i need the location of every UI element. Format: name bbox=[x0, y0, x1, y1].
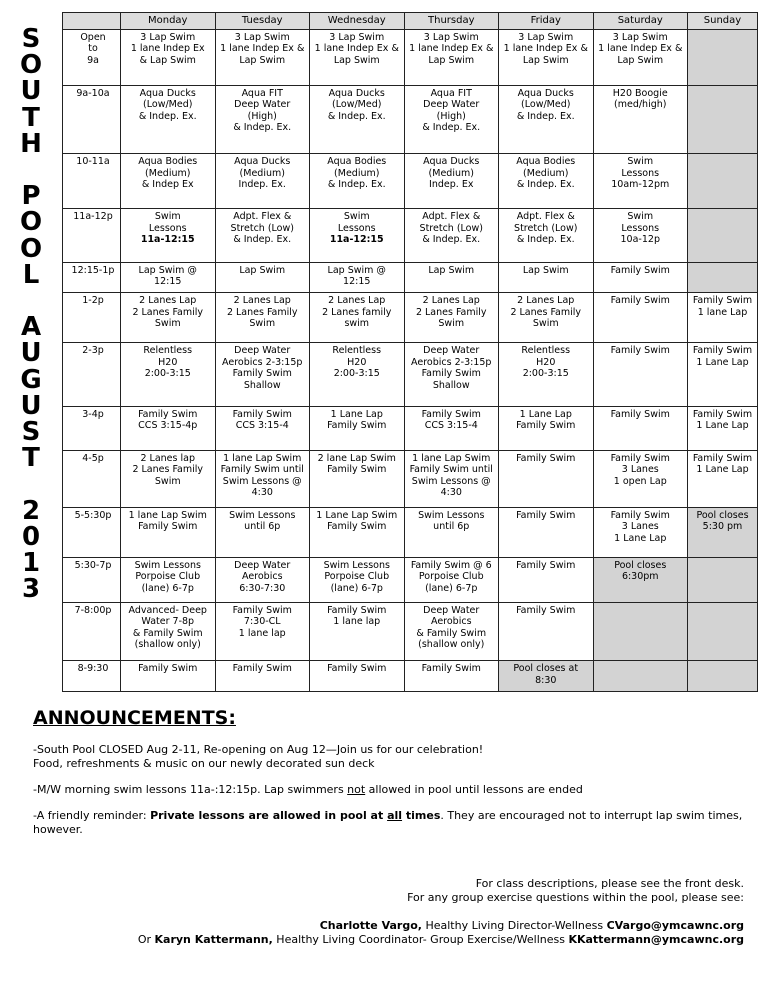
title-letter: 2 bbox=[21, 495, 41, 526]
schedule-cell bbox=[310, 450, 405, 507]
contact-line: For any group exercise questions within the pool, please see: bbox=[407, 891, 744, 904]
cell-text: Aqua Ducks (Medium) Indep. Ex. bbox=[234, 156, 291, 191]
time-column-header bbox=[63, 13, 121, 30]
cell-text: Family Swim bbox=[610, 264, 670, 276]
schedule-cell bbox=[688, 450, 758, 507]
cell-text: Aqua FIT Deep Water (High) & Indep. Ex. bbox=[422, 87, 481, 134]
time-slot: 7-8:00p bbox=[63, 602, 121, 660]
cell-text: Swim Lessons until 6p bbox=[229, 509, 296, 533]
schedule-cell bbox=[688, 343, 758, 406]
title-letter: 3 bbox=[21, 574, 41, 605]
cell-text: 3 Lap Swim 1 lane Indep Ex & Lap Swim bbox=[220, 31, 305, 66]
title-letter: P bbox=[21, 181, 41, 212]
schedule-row bbox=[63, 85, 758, 153]
cell-text: Family Swim bbox=[610, 345, 670, 357]
schedule-cell bbox=[688, 602, 758, 660]
time-slot: 9a-10a bbox=[63, 85, 121, 153]
email-link[interactable]: CVargo@ymcawnc.org bbox=[606, 919, 744, 932]
title-letter: U bbox=[20, 338, 42, 369]
cell-text: Family Swim 3 Lanes 1 open Lap bbox=[610, 452, 670, 487]
contact-director: Charlotte Vargo, Healthy Living Director-Wellness CVargo@ymcawnc.org bbox=[319, 919, 744, 932]
schedule-cell bbox=[688, 293, 758, 343]
cell-text: Swim Lessons bbox=[148, 211, 187, 234]
cell-text: Pool closes at 8:30 bbox=[513, 663, 579, 686]
cell-text: 2 Lanes Lap 2 Lanes family swim bbox=[322, 295, 392, 330]
cell-text: Family Swim 7:30-CL 1 lane lap bbox=[232, 604, 292, 639]
title-letter: U bbox=[20, 76, 42, 107]
schedule-cell bbox=[404, 343, 499, 406]
cell-text: 2 lane Lap Swim Family Swim bbox=[317, 452, 396, 476]
schedule-cell bbox=[310, 154, 405, 209]
schedule-cell bbox=[310, 343, 405, 406]
cell-text: Swim Lessons Porpoise Club (lane) 6-7p bbox=[323, 559, 390, 594]
schedule-cell bbox=[310, 507, 405, 557]
schedule-cell bbox=[688, 557, 758, 602]
contact-coordinator: Or Karyn Kattermann, Healthy Living Coordinator- Group Exercise/Wellness KKattermann@ymcawnc.org bbox=[137, 933, 744, 946]
cell-bold-time: 11a-12:15 bbox=[140, 234, 195, 246]
schedule-cell bbox=[310, 406, 405, 450]
cell-text: H20 Boogie (med/high) bbox=[612, 87, 668, 111]
schedule-cell bbox=[404, 602, 499, 660]
schedule-cell bbox=[121, 406, 216, 450]
cell-text: 1 Lane Lap Family Swim bbox=[327, 408, 387, 432]
schedule-cell bbox=[310, 661, 405, 692]
schedule-cell bbox=[121, 293, 216, 343]
schedule-cell bbox=[215, 293, 310, 343]
schedule-cell bbox=[215, 557, 310, 602]
title-letter: A bbox=[20, 312, 42, 343]
schedule-cell bbox=[310, 85, 405, 153]
announcements-heading: ANNOUNCEMENTS: bbox=[33, 707, 236, 729]
schedule-row bbox=[63, 343, 758, 406]
schedule-cell bbox=[121, 661, 216, 692]
schedule-cell bbox=[215, 343, 310, 406]
schedule-cell bbox=[215, 262, 310, 293]
cell-text: Family Swim CCS 3:15-4p bbox=[138, 408, 198, 432]
schedule-cell bbox=[688, 661, 758, 692]
email-link[interactable]: KKattermann@ymcawnc.org bbox=[568, 933, 744, 946]
time-slot: 12:15-1p bbox=[63, 262, 121, 293]
cell-text: Relentless H20 2:00-3:15 bbox=[143, 345, 193, 380]
cell-text: 2 Lanes Lap 2 Lanes Family Swim bbox=[226, 295, 298, 330]
title-letter: 1 bbox=[21, 548, 41, 579]
cell-text: Family Swim bbox=[516, 452, 576, 464]
announcement-reminder bbox=[33, 809, 748, 837]
cell-text: 2 Lanes Lap 2 Lanes Family Swim bbox=[415, 295, 487, 330]
ann-text: . They are encouraged not to interrupt lap swim times, however. bbox=[33, 809, 743, 836]
contact-line: For class descriptions, please see the front desk. bbox=[475, 877, 744, 890]
ann-text: -M/W morning swim lessons 11a-:12:15p. Lap swimmers bbox=[33, 783, 348, 796]
cell-text: Adpt. Flex & Stretch (Low) & Indep. Ex. bbox=[419, 211, 483, 246]
schedule-cell bbox=[121, 602, 216, 660]
schedule-cell bbox=[310, 293, 405, 343]
schedule-cell bbox=[310, 602, 405, 660]
cell-bold-time: 11a-12:15 bbox=[329, 234, 384, 246]
schedule-cell bbox=[593, 661, 688, 692]
cell-text: Aqua Bodies (Medium) & Indep. Ex. bbox=[327, 156, 387, 191]
schedule-cell bbox=[121, 262, 216, 293]
cell-text: Relentless H20 2:00-3:15 bbox=[332, 345, 382, 380]
day-header: Tuesday bbox=[215, 13, 310, 30]
schedule-row bbox=[63, 507, 758, 557]
schedule-cell bbox=[404, 85, 499, 153]
time-slot: 11a-12p bbox=[63, 209, 121, 262]
schedule-cell bbox=[121, 557, 216, 602]
cell-text: Swim Lessons Porpoise Club (lane) 6-7p bbox=[134, 559, 201, 594]
cell-text: 1 Lane Lap Swim Family Swim bbox=[316, 509, 398, 533]
schedule-cell bbox=[593, 154, 688, 209]
title-letter: L bbox=[22, 259, 40, 290]
schedule-cell bbox=[310, 209, 405, 262]
time-slot: Open to 9a bbox=[63, 29, 121, 85]
schedule-row bbox=[63, 209, 758, 262]
pool-schedule-table bbox=[62, 12, 758, 692]
schedule-cell bbox=[404, 557, 499, 602]
schedule-row bbox=[63, 293, 758, 343]
schedule-cell bbox=[593, 209, 688, 262]
cell-text: Family Swim bbox=[232, 663, 292, 675]
cell-text: 3 Lap Swim 1 lane Indep Ex & Lap Swim bbox=[598, 31, 683, 66]
schedule-cell bbox=[215, 154, 310, 209]
schedule-cell bbox=[499, 602, 594, 660]
cell-text: 3 Lap Swim 1 lane Indep Ex & Lap Swim bbox=[130, 31, 205, 66]
time-slot: 3-4p bbox=[63, 406, 121, 450]
cell-text: Family Swim 1 Lane Lap bbox=[692, 408, 753, 432]
vertical-title bbox=[14, 24, 48, 605]
cell-text: Deep Water Aerobics 2-3:15p Family Swim Shallow bbox=[222, 345, 303, 391]
cell-text: 2 Lanes lap 2 Lanes Family Swim bbox=[132, 452, 204, 487]
cell-text: Family Swim 1 lane lap bbox=[327, 604, 387, 628]
table-header-row bbox=[63, 13, 758, 30]
cell-text: Advanced- Deep Water 7-8p & Family Swim (shallow only) bbox=[128, 604, 207, 651]
day-header: Saturday bbox=[593, 13, 688, 30]
cell-text: 1 lane Lap Swim Family Swim until Swim Lessons @ 4:30 bbox=[220, 452, 304, 499]
cell-text: 3 Lap Swim 1 lane Indep Ex & Lap Swim bbox=[314, 31, 399, 66]
schedule-cell bbox=[499, 450, 594, 507]
cell-text: Deep Water Aerobics 2-3:15p Family Swim Shallow bbox=[411, 345, 492, 391]
ann-bold: Private lessons are allowed in pool at bbox=[150, 809, 388, 822]
schedule-row bbox=[63, 406, 758, 450]
time-slot: 5-5:30p bbox=[63, 507, 121, 557]
schedule-cell bbox=[499, 262, 594, 293]
schedule-cell bbox=[215, 450, 310, 507]
schedule-row bbox=[63, 29, 758, 85]
title-letter: T bbox=[22, 443, 40, 474]
day-header: Friday bbox=[499, 13, 594, 30]
schedule-row bbox=[63, 602, 758, 660]
announcements-section bbox=[33, 707, 748, 849]
time-slot: 4-5p bbox=[63, 450, 121, 507]
schedule-cell bbox=[404, 450, 499, 507]
cell-text: Family Swim bbox=[516, 559, 576, 571]
schedule-cell bbox=[404, 406, 499, 450]
schedule-cell bbox=[593, 262, 688, 293]
cell-text: Pool closes 6:30pm bbox=[614, 559, 667, 583]
cell-text: Family Swim bbox=[421, 663, 481, 675]
schedule-cell bbox=[404, 209, 499, 262]
schedule-cell bbox=[593, 293, 688, 343]
cell-text: Aqua Ducks (Low/Med) & Indep. Ex. bbox=[327, 87, 386, 122]
cell-text: Family Swim bbox=[610, 408, 670, 420]
title-letter: O bbox=[19, 50, 43, 81]
schedule-cell bbox=[215, 661, 310, 692]
schedule-cell bbox=[688, 29, 758, 85]
day-header: Wednesday bbox=[310, 13, 405, 30]
title-letter: T bbox=[22, 102, 40, 133]
schedule-cell bbox=[499, 661, 594, 692]
schedule-cell bbox=[121, 154, 216, 209]
schedule-cell bbox=[593, 507, 688, 557]
schedule-cell bbox=[215, 507, 310, 557]
time-slot: 8-9:30 bbox=[63, 661, 121, 692]
title-letter bbox=[14, 157, 48, 183]
schedule-cell bbox=[215, 602, 310, 660]
cell-text: 1 Lane Lap Family Swim bbox=[516, 408, 576, 432]
schedule-row bbox=[63, 557, 758, 602]
schedule-cell bbox=[688, 507, 758, 557]
time-slot: 1-2p bbox=[63, 293, 121, 343]
schedule-cell bbox=[499, 343, 594, 406]
schedule-cell bbox=[404, 29, 499, 85]
cell-text: Aqua Ducks (Medium) Indep. Ex bbox=[423, 156, 480, 191]
cell-text: Aqua Ducks (Low/Med) & Indep. Ex. bbox=[138, 87, 197, 122]
schedule-cell bbox=[215, 209, 310, 262]
title-letter: U bbox=[20, 390, 42, 421]
schedule-cell bbox=[404, 293, 499, 343]
ann-bold: times bbox=[402, 809, 441, 822]
cell-text: Lap Swim bbox=[239, 264, 286, 276]
cell-text: Pool closes 5:30 pm bbox=[696, 509, 749, 533]
schedule-cell bbox=[688, 406, 758, 450]
schedule-cell bbox=[593, 85, 688, 153]
cell-text: Family Swim 1 Lane Lap bbox=[692, 345, 753, 368]
title-letter: H bbox=[20, 128, 42, 159]
schedule-cell bbox=[593, 343, 688, 406]
schedule-cell bbox=[593, 557, 688, 602]
cell-text: Adpt. Flex & Stretch (Low) & Indep. Ex. bbox=[230, 211, 294, 246]
schedule-cell bbox=[499, 293, 594, 343]
time-slot: 2-3p bbox=[63, 343, 121, 406]
schedule-cell bbox=[688, 209, 758, 262]
schedule-cell bbox=[310, 29, 405, 85]
schedule-cell bbox=[404, 507, 499, 557]
time-slot: 5:30-7p bbox=[63, 557, 121, 602]
cell-text: Aqua Ducks (Low/Med) & Indep. Ex. bbox=[516, 87, 575, 122]
schedule-cell bbox=[499, 507, 594, 557]
schedule-cell bbox=[121, 343, 216, 406]
cell-text: Swim Lessons 10am-12pm bbox=[611, 156, 670, 191]
title-letter bbox=[14, 288, 48, 314]
cell-text: Lap Swim bbox=[522, 264, 569, 276]
cell-text: Family Swim bbox=[516, 604, 576, 616]
day-header: Sunday bbox=[688, 13, 758, 30]
cell-text: 1 lane Lap Swim Family Swim until Swim Lessons @ 4:30 bbox=[409, 452, 493, 499]
schedule-cell bbox=[593, 29, 688, 85]
schedule-row bbox=[63, 154, 758, 209]
day-header: Thursday bbox=[404, 13, 499, 30]
schedule-row bbox=[63, 262, 758, 293]
schedule-cell bbox=[499, 154, 594, 209]
cell-text: Family Swim bbox=[610, 295, 670, 307]
cell-text: Swim Lessons until 6p bbox=[418, 509, 485, 533]
title-letter: S bbox=[21, 417, 41, 448]
ann-text: -A friendly reminder: bbox=[33, 809, 151, 822]
announcement-lessons bbox=[33, 783, 748, 797]
ann-bold-underline: all bbox=[387, 809, 403, 822]
cell-text: Lap Swim @ 12:15 bbox=[138, 264, 197, 288]
schedule-cell bbox=[121, 507, 216, 557]
schedule-cell bbox=[593, 406, 688, 450]
schedule-cell bbox=[404, 154, 499, 209]
cell-text: Deep Water Aerobics 6:30-7:30 bbox=[234, 559, 291, 594]
schedule-cell bbox=[121, 209, 216, 262]
ann-underline: not bbox=[347, 783, 366, 796]
schedule-cell bbox=[404, 661, 499, 692]
title-letter bbox=[14, 471, 48, 497]
cell-text: Aqua Bodies (Medium) & Indep Ex bbox=[138, 156, 198, 191]
cell-text: Aqua Bodies (Medium) & Indep. Ex. bbox=[516, 156, 576, 191]
schedule-cell bbox=[404, 262, 499, 293]
cell-text: Family Swim CCS 3:15-4 bbox=[232, 408, 292, 432]
schedule-cell bbox=[215, 85, 310, 153]
schedule-cell bbox=[121, 85, 216, 153]
cell-text: Swim Lessons 10a-12p bbox=[620, 211, 660, 246]
cell-text: Family Swim bbox=[516, 509, 576, 521]
cell-text: Family Swim 3 Lanes 1 Lane Lap bbox=[610, 509, 670, 544]
contact-info bbox=[138, 877, 744, 947]
cell-text: Family Swim 1 Lane Lap bbox=[692, 452, 753, 476]
cell-text: Family Swim @ 6 Porpoise Club (lane) 6-7p bbox=[410, 559, 492, 594]
title-letter: S bbox=[21, 24, 41, 54]
schedule-cell bbox=[688, 262, 758, 293]
time-slot: 10-11a bbox=[63, 154, 121, 209]
schedule-cell bbox=[499, 406, 594, 450]
title-letter: G bbox=[20, 364, 42, 395]
cell-text: Lap Swim bbox=[428, 264, 475, 276]
cell-text: 2 Lanes Lap 2 Lanes Family Swim bbox=[510, 295, 582, 330]
cell-text: Aqua FIT Deep Water (High) & Indep. Ex. bbox=[233, 87, 292, 134]
cell-text: 3 Lap Swim 1 lane Indep Ex & Lap Swim bbox=[503, 31, 588, 66]
schedule-row bbox=[63, 450, 758, 507]
cell-text: Family Swim bbox=[138, 663, 198, 675]
cell-text: Lap Swim @ 12:15 bbox=[327, 264, 386, 288]
cell-text: 1 lane Lap Swim Family Swim bbox=[128, 509, 207, 533]
schedule-cell bbox=[593, 450, 688, 507]
schedule-cell bbox=[215, 406, 310, 450]
title-letter: O bbox=[19, 233, 43, 264]
schedule-cell bbox=[310, 557, 405, 602]
schedule-cell bbox=[499, 85, 594, 153]
title-letter: O bbox=[19, 207, 43, 238]
schedule-cell bbox=[688, 85, 758, 153]
cell-text: Relentless H20 2:00-3:15 bbox=[521, 345, 571, 380]
schedule-cell bbox=[215, 29, 310, 85]
cell-text: Family Swim CCS 3:15-4 bbox=[421, 408, 481, 432]
cell-text: Family Swim 1 lane Lap bbox=[692, 295, 753, 318]
schedule-cell bbox=[310, 262, 405, 293]
cell-text: 2 Lanes Lap 2 Lanes Family Swim bbox=[132, 295, 204, 330]
title-letter: 0 bbox=[21, 521, 41, 552]
schedule-cell bbox=[499, 209, 594, 262]
day-header: Monday bbox=[121, 13, 216, 30]
cell-text: Family Swim bbox=[327, 663, 387, 675]
cell-text: 3 Lap Swim 1 lane Indep Ex & Lap Swim bbox=[409, 31, 494, 66]
announcement-closure: -South Pool CLOSED Aug 2-11, Re-opening on Aug 12—Join us for our celebration! Food, refreshments & music on our newly decorated sun deck bbox=[33, 743, 484, 770]
schedule-cell bbox=[593, 602, 688, 660]
schedule-cell bbox=[499, 557, 594, 602]
ann-text: allowed in pool until lessons are ended bbox=[365, 783, 583, 796]
schedule-cell bbox=[688, 154, 758, 209]
schedule-cell bbox=[499, 29, 594, 85]
cell-text: Deep Water Aerobics & Family Swim (shallow only) bbox=[416, 604, 487, 651]
cell-text: Swim Lessons bbox=[337, 211, 376, 234]
schedule-cell bbox=[121, 450, 216, 507]
cell-text: Adpt. Flex & Stretch (Low) & Indep. Ex. bbox=[514, 211, 578, 246]
schedule-cell bbox=[121, 29, 216, 85]
schedule-row bbox=[63, 661, 758, 692]
